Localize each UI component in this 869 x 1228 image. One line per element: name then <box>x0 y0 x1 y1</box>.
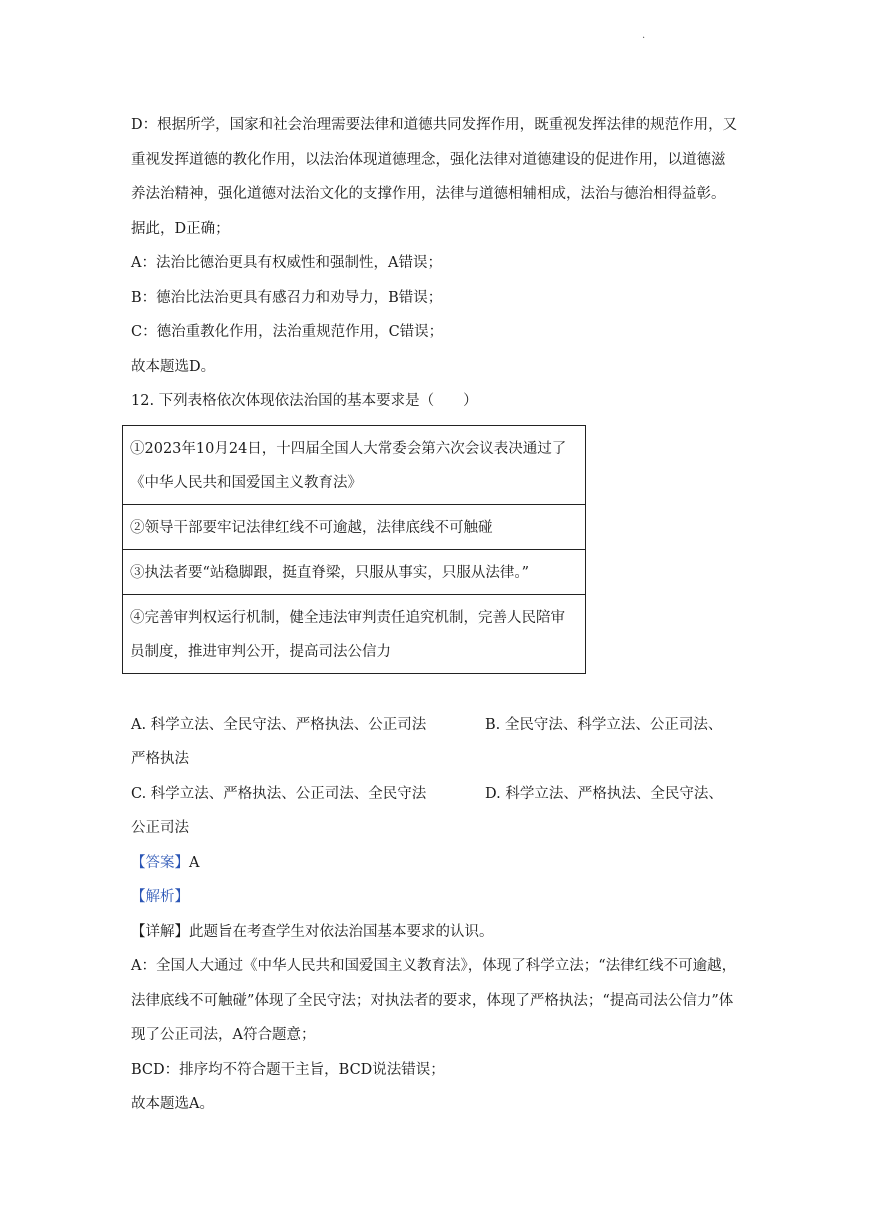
table-cell: ②领导干部要牢记法律红线不可逾越，法律底线不可触碰 <box>123 504 586 549</box>
question-12-stem: 12. 下列表格依次体现依法治国的基本要求是（ ） <box>131 393 478 409</box>
final-conclusion-line: 故本题选A。 <box>131 1096 214 1112</box>
option-a: A. 科学立法、全民守法、严格执法、公正司法 <box>131 716 427 733</box>
table-cell: ③执法者要“站稳脚跟，挺直脊梁，只服从事实，只服从法律。” <box>123 549 586 594</box>
answer-line <box>131 846 739 881</box>
detail-line <box>131 915 739 950</box>
option-b: B. 全民守法、科学立法、公正司法、 <box>485 716 723 733</box>
answer-value: A <box>189 854 200 871</box>
table-cell: ①2023年10月24日，十四届全国人大常委会第六次会议表决通过了《中华人民共和国爱国主义教育法》 <box>123 425 586 504</box>
header-mark: . <box>642 30 646 41</box>
table-row <box>123 425 586 504</box>
explanation-a-paragraph: A：全国人大通过《中华人民共和国爱国主义教育法》，体现了科学立法；“法律红线不可逾越，法律底线不可触碰”体现了全民守法；对执法者的要求，体现了严格执法；“提高司法公信力”体现了公正司法，A符合题意； <box>131 958 737 1043</box>
options-block <box>131 708 739 846</box>
option-d-continued: 公正司法 <box>131 820 189 836</box>
analysis-line <box>131 880 739 915</box>
explanation-b-line: B：德治比法治更具有感召力和劝导力，B错误； <box>131 289 443 306</box>
table-cell: ④完善审判权运行机制，健全违法审判责任追究机制，完善人民陪审员制度，推进审判公开，提高司法公信力 <box>123 594 586 673</box>
detail-label: 【详解】 <box>131 923 189 940</box>
detail-text: 此题旨在考查学生对依法治国基本要求的认识。 <box>189 923 494 940</box>
answer-label: 【答案】 <box>131 854 189 871</box>
option-c: C. 科学立法、严格执法、公正司法、全民守法 <box>131 785 427 802</box>
option-d: D. 科学立法、严格执法、全民守法、 <box>485 785 723 802</box>
analysis-label: 【解析】 <box>131 889 189 905</box>
option-b-continued: 严格执法 <box>131 751 189 767</box>
explanation-bcd-line: BCD：排序均不符合题干主旨，BCD说法错误； <box>131 1061 445 1078</box>
document-body <box>131 108 739 1122</box>
explanation-d-paragraph: D：根据所学，国家和社会治理需要法律和道德共同发挥作用，既重视发挥法律的规范作用，又重视发挥道德的教化作用，以法治体现道德理念，强化法律对道德建设的促进作用，以道德滋养法治精神，强化道德对法治文化的支撑作用，法律与道德相辅相成，法治与德治相得益彰。据此，D正确； <box>131 117 738 237</box>
explanation-c-line: C：德治重教化作用，法治重规范作用，C错误； <box>131 324 444 340</box>
table-row <box>123 549 586 594</box>
explanation-a-line: A：法治比德治更具有权威性和强制性，A错误； <box>131 255 442 271</box>
table-row <box>123 504 586 549</box>
question-table <box>122 425 586 674</box>
table-row <box>123 594 586 673</box>
conclusion-line: 故本题选D。 <box>131 358 216 375</box>
